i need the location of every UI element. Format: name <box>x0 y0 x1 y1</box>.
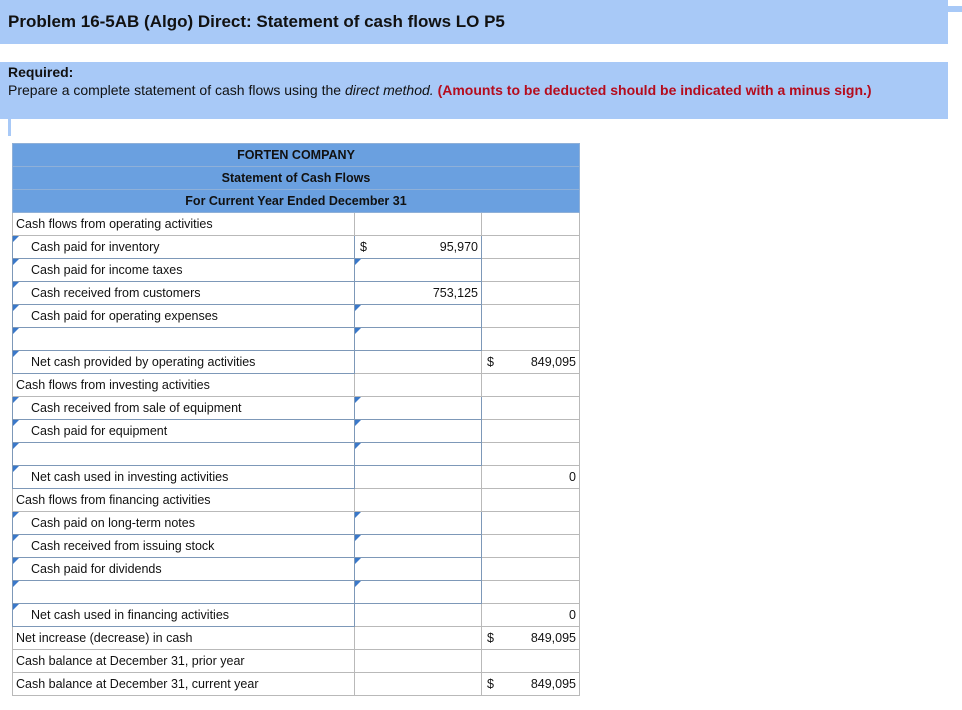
investing-heading: Cash flows from investing activities <box>13 374 355 397</box>
currency-symbol: $ <box>487 677 494 691</box>
net-change-label: Net increase (decrease) in cash <box>13 627 355 650</box>
investing-amount-input[interactable] <box>355 420 482 443</box>
operating-heading: Cash flows from operating activities <box>13 213 355 236</box>
empty-cell <box>355 627 482 650</box>
financing-heading: Cash flows from financing activities <box>13 489 355 512</box>
ending-balance-label: Cash balance at December 31, current year <box>13 673 355 696</box>
empty-cell <box>482 535 580 558</box>
financing-amount-input[interactable] <box>355 512 482 535</box>
operating-amount-input[interactable] <box>355 259 482 282</box>
empty-cell <box>355 351 482 374</box>
required-label: Required: <box>8 64 74 80</box>
currency-symbol: $ <box>360 240 367 254</box>
beginning-balance <box>482 650 580 673</box>
operating-amount-input[interactable] <box>355 236 482 259</box>
operating-label-input[interactable]: Cash paid for income taxes <box>13 259 355 282</box>
problem-title: Problem 16-5AB (Algo) Direct: Statement of cash flows LO P5 <box>8 12 505 31</box>
financing-total-label[interactable]: Net cash used in financing activities <box>13 604 355 627</box>
empty-cell <box>482 282 580 305</box>
amount-value: 849,095 <box>530 677 576 691</box>
financing-label-input[interactable]: Cash paid on long-term notes <box>13 512 355 535</box>
empty-cell <box>355 650 482 673</box>
instructions-start: Prepare a complete statement of cash flows using the <box>8 82 345 98</box>
currency-symbol: $ <box>487 631 494 645</box>
empty-cell <box>355 673 482 696</box>
financing-total: 0 <box>482 604 580 627</box>
empty-cell <box>355 489 482 512</box>
investing-amount-input[interactable] <box>355 443 482 466</box>
empty-cell <box>482 305 580 328</box>
operating-amount-input[interactable]: 753,125 <box>355 282 482 305</box>
company-name: FORTEN COMPANY <box>13 144 580 167</box>
amount-value: 849,095 <box>530 355 576 369</box>
net-change-total <box>482 627 580 650</box>
empty-cell <box>355 604 482 627</box>
investing-total-label[interactable]: Net cash used in investing activities <box>13 466 355 489</box>
empty-cell <box>482 489 580 512</box>
instructions-method: direct method. <box>344 82 434 98</box>
investing-label-input[interactable]: Cash received from sale of equipment <box>13 397 355 420</box>
investing-label-input[interactable] <box>13 443 355 466</box>
financing-label-input[interactable] <box>13 581 355 604</box>
investing-total: 0 <box>482 466 580 489</box>
operating-amount-input[interactable] <box>355 305 482 328</box>
empty-cell <box>482 581 580 604</box>
financing-amount-input[interactable] <box>355 581 482 604</box>
empty-cell <box>482 374 580 397</box>
financing-amount-input[interactable] <box>355 535 482 558</box>
financing-label-input[interactable]: Cash paid for dividends <box>13 558 355 581</box>
instructions-note: (Amounts to be deducted should be indicated with a minus sign.) <box>437 82 872 98</box>
financing-amount-input[interactable] <box>355 558 482 581</box>
ending-balance <box>482 673 580 696</box>
operating-label-input[interactable]: Cash received from customers <box>13 282 355 305</box>
empty-cell <box>355 466 482 489</box>
operating-label-input[interactable]: Cash paid for operating expenses <box>13 305 355 328</box>
investing-label-input[interactable]: Cash paid for equipment <box>13 420 355 443</box>
operating-total <box>482 351 580 374</box>
empty-cell <box>482 397 580 420</box>
empty-cell <box>482 259 580 282</box>
statement-period: For Current Year Ended December 31 <box>13 190 580 213</box>
amount-value: 95,970 <box>439 240 478 254</box>
empty-cell <box>482 420 580 443</box>
empty-cell <box>482 512 580 535</box>
empty-cell <box>355 213 482 236</box>
empty-cell <box>355 374 482 397</box>
section-marker <box>8 118 11 136</box>
financing-label-input[interactable]: Cash received from issuing stock <box>13 535 355 558</box>
cash-flow-statement <box>12 143 580 696</box>
amount-value: 849,095 <box>530 631 576 645</box>
instructions <box>8 82 938 99</box>
operating-label-input[interactable] <box>13 328 355 351</box>
operating-total-label[interactable]: Net cash provided by operating activities <box>13 351 355 374</box>
currency-symbol: $ <box>487 355 494 369</box>
empty-cell <box>482 213 580 236</box>
operating-label-input[interactable]: Cash paid for inventory <box>13 236 355 259</box>
empty-cell <box>482 328 580 351</box>
empty-cell <box>482 558 580 581</box>
banner-strip <box>948 6 962 12</box>
empty-cell <box>482 236 580 259</box>
investing-amount-input[interactable] <box>355 397 482 420</box>
beginning-balance-label: Cash balance at December 31, prior year <box>13 650 355 673</box>
operating-amount-input[interactable] <box>355 328 482 351</box>
statement-name: Statement of Cash Flows <box>13 167 580 190</box>
empty-cell <box>482 443 580 466</box>
